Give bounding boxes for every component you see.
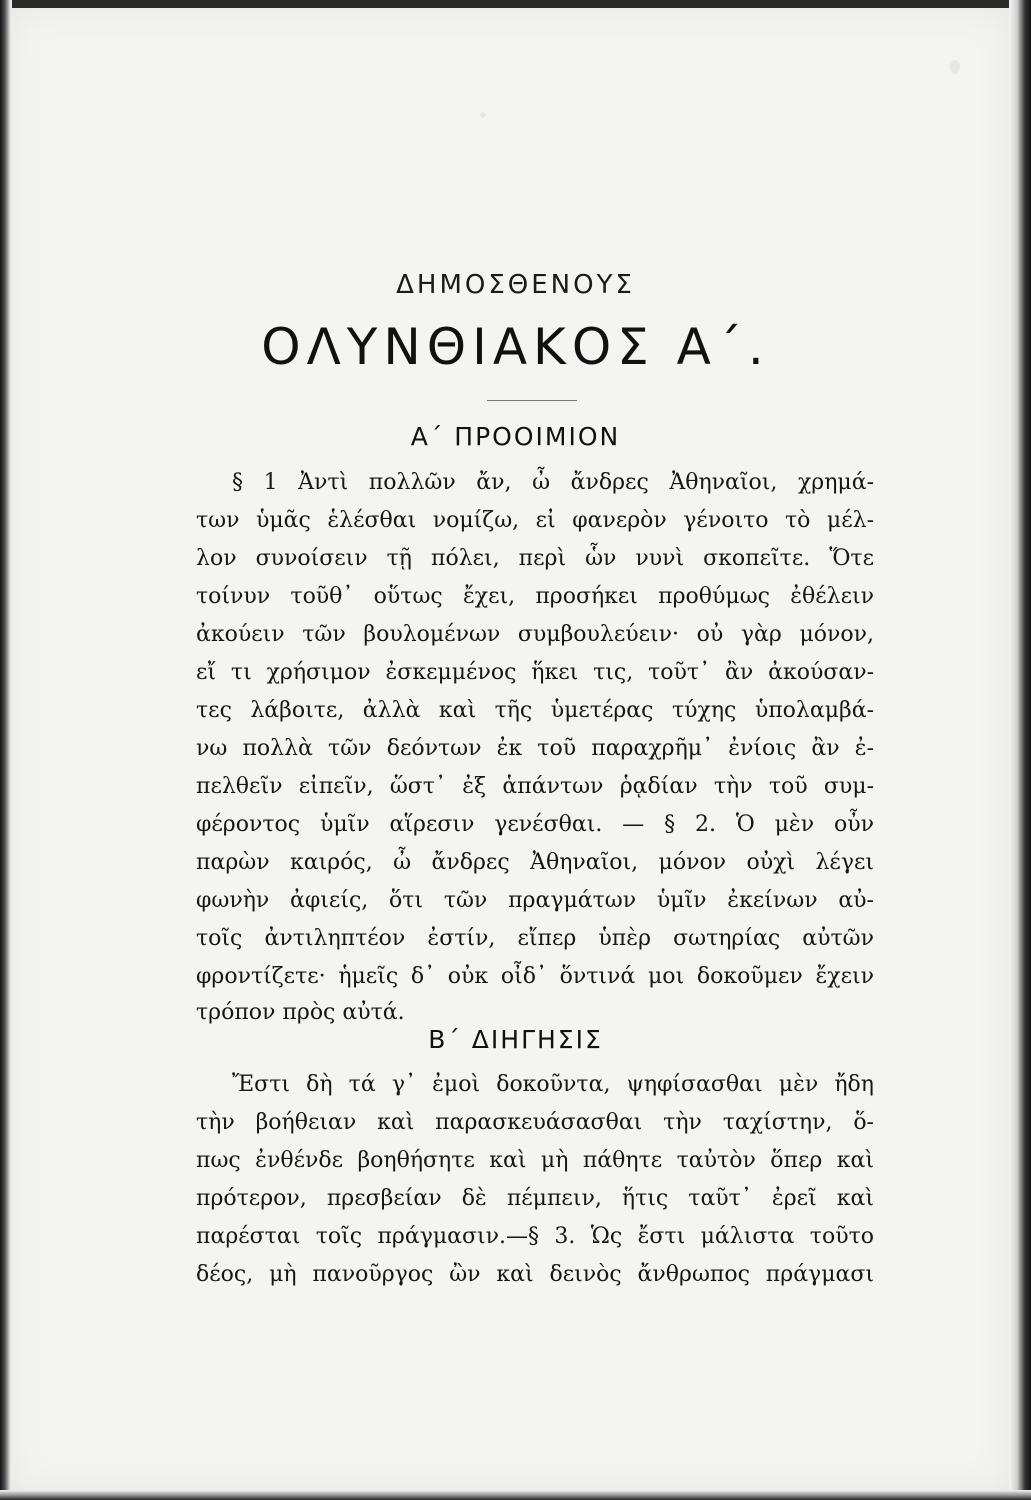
text-line: φωνὴν ἀφιείς, ὅτι τῶν πραγμάτων ὑμῖν ἐκείνων αὐ-	[196, 888, 874, 913]
text-line: τες λάβοιτε, ἀλλὰ καὶ τῆς ὑμετέρας τύχης ὑπολαμβά-	[196, 698, 874, 723]
text-line: των ὑμᾶς ἑλέσθαι νομίζω, εἰ φανερὸν γένοιτο τὸ μέλ-	[196, 508, 874, 533]
text-line: τὴν βοήθειαν καὶ παρασκευάσασθαι τὴν ταχίστην, ὅ-	[196, 1110, 874, 1135]
page-bottom-edge	[0, 1490, 1031, 1500]
title-divider	[487, 400, 577, 401]
text-line: τοίνυν τοῦθ᾽ οὕτως ἔχει, προσήκει προθύμως ἐθέλειν	[196, 584, 874, 609]
page-left-edge	[0, 0, 12, 1500]
work-title: ΟΛΥΝΘΙΑΚΟΣ Α΄.	[261, 318, 770, 376]
paper-stain	[950, 60, 960, 74]
text-line: πως ἐνθένδε βοηθήσητε καὶ μὴ πάθητε ταὐτὸν ὅπερ καὶ	[196, 1148, 874, 1173]
author-name: ΔΗΜΟΣΘΕΝΟΥΣ	[396, 270, 635, 300]
text-line: λον συνοίσειν τῇ πόλει, περὶ ὧν νυνὶ σκοπεῖτε. Ὅτε	[196, 546, 874, 571]
text-line: νω πολλὰ τῶν δεόντων ἐκ τοῦ παραχρῆμ᾽ ἐνίοις ἂν ἐ-	[196, 736, 874, 761]
section-heading-prooimion: Α΄ ΠΡΟΟΙΜΙΟΝ	[410, 422, 621, 451]
page-right-edge	[1009, 0, 1031, 1500]
text-line: τρόπον πρὸς αὐτά.	[196, 1000, 405, 1025]
text-line: παρὼν καιρός, ὦ ἄνδρες Ἀθηναῖοι, μόνον οὐχὶ λέγει	[196, 850, 874, 875]
text-line: παρέσται τοῖς πράγμασιν.—§ 3. Ὡς ἔστι μάλιστα τοῦτο	[196, 1224, 874, 1249]
text-line: πρότερον, πρεσβείαν δὲ πέμπειν, ἥτις ταῦτ᾽ ἐρεῖ καὶ	[196, 1186, 874, 1211]
text-line: § 1 Ἀντὶ πολλῶν ἄν, ὦ ἄνδρες Ἀθηναῖοι, χρημά-	[232, 470, 874, 495]
text-line: φροντίζετε· ἡμεῖς δ᾽ οὐκ οἶδ᾽ ὅντινά μοι δοκοῦμεν ἔχειν	[196, 964, 874, 989]
text-line: τοῖς ἀντιληπτέον ἐστίν, εἴπερ ὑπὲρ σωτηρίας αὐτῶν	[196, 926, 874, 951]
text-line: δέος, μὴ πανοῦργος ὢν καὶ δεινὸς ἄνθρωπος πράγμασι	[196, 1262, 874, 1287]
text-line: εἴ τι χρήσιμον ἐσκεμμένος ἥκει τις, τοῦτ᾽ ἂν ἀκούσαν-	[196, 660, 874, 685]
text-line: Ἔστι δὴ τά γ᾽ ἐμοὶ δοκοῦντα, ψηφίσασθαι μὲν ἤδη	[232, 1072, 874, 1097]
text-line: φέροντος ὑμῖν αἵρεσιν γενέσθαι. — § 2. Ὁ μὲν οὖν	[196, 812, 874, 837]
paper-stain	[480, 112, 486, 118]
text-line: ἀκούειν τῶν βουλομένων συμβουλεύειν· οὐ γὰρ μόνον,	[196, 622, 874, 647]
text-line: πελθεῖν εἰπεῖν, ὥστ᾽ ἐξ ἁπάντων ῥᾳδίαν τὴν τοῦ συμ-	[196, 774, 874, 799]
section-heading-diegesis: Β΄ ΔΙΗΓΗΣΙΣ	[428, 1025, 603, 1054]
